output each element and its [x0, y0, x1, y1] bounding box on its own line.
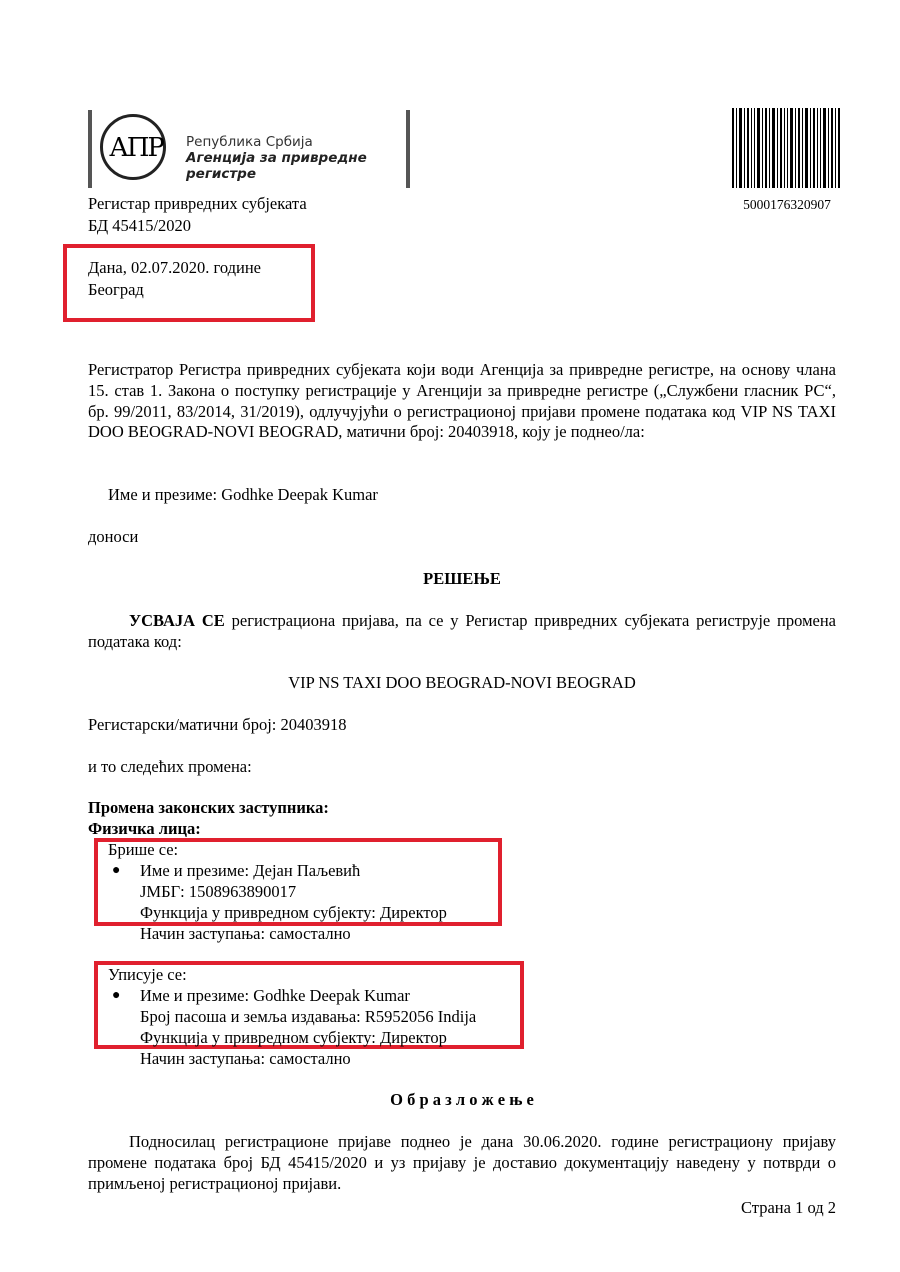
reasoning-paragraph: Подносилац регистрационе пријаве поднео је дана 30.06.2020. године регистрациону пријаву промене података број БД 45415/2020 и уз пријаву је доставио документацију наведену у потврди о примљеној регистрационој пријави.	[88, 1132, 836, 1193]
date-line: Дана, 02.07.2020. године	[88, 258, 261, 277]
company-name: VIP NS TAXI DOO BEOGRAD-NOVI BEOGRAD	[288, 673, 636, 692]
logo-left-bar	[88, 110, 92, 188]
registration-number: Регистарски/матични број: 20403918	[88, 715, 347, 734]
removed-label: Брише се:	[108, 840, 179, 859]
logo-letters: АПР	[109, 133, 163, 163]
accepts-bold: УСВАЈА СЕ	[129, 611, 225, 630]
apr-logo	[88, 110, 410, 188]
accepts-paragraph	[88, 611, 836, 653]
removed-name: Име и презиме: Дејан Паљевић	[140, 861, 361, 880]
added-name: Име и презиме: Godhke Deepak Kumar	[140, 986, 410, 1005]
case-number: БД 45415/2020	[88, 216, 192, 235]
reasoning-title: О б р а з л о ж е њ е	[390, 1090, 534, 1109]
added-passport: Број пасоша и земља издавања: R5952056 Indija	[140, 1007, 477, 1026]
added-label: Уписује се:	[108, 965, 187, 984]
removed-jmbg: ЈМБГ: 1508963890017	[140, 882, 297, 901]
logo-republic-text: Република Србија	[186, 134, 313, 150]
brings-text: доноси	[88, 527, 139, 546]
city: Београд	[88, 280, 144, 299]
applicant-name: Име и презиме: Godhke Deepak Kumar	[108, 485, 378, 504]
removed-function: Функција у привредном субјекту: Директор	[140, 903, 447, 922]
barcode-number: 5000176320907	[743, 197, 831, 212]
added-bullet: ●	[112, 988, 121, 1003]
logo-agency-text: Агенција за привредне регистре	[186, 150, 367, 182]
barcode	[732, 108, 842, 188]
section-title: Промена законских заступника:	[88, 798, 329, 817]
logo-emblem	[100, 114, 166, 180]
section-subtitle: Физичка лица:	[88, 819, 201, 838]
accepts-rest: регистрациона пријава, па се у Регистар привредних субјеката региструје промена података код:	[88, 611, 836, 651]
added-representation: Начин заступања: самостално	[140, 1049, 351, 1068]
page-number: Страна 1 од 2	[741, 1198, 836, 1217]
added-function: Функција у привредном субјекту: Директор	[140, 1028, 447, 1047]
decision-title: РЕШЕЊЕ	[423, 569, 501, 588]
changes-intro: и то следећих промена:	[88, 757, 252, 776]
register-name: Регистар привредних субјеката	[88, 194, 307, 213]
removed-representation: Начин заступања: самостално	[140, 924, 351, 943]
intro-paragraph: Регистратор Регистра привредних субјеката који води Агенција за привредне регистре, на основу члана 15. став 1. Закона о поступку регистрације у Агенцији за привредне регистре („Службени гласник РС“, бр. 99/2011, 83/2014, 31/2019), одлучујући о регистрационој пријави промене података код VIP NS TAXI DOO BEOGRAD-NOVI BEOGRAD, матични број: 20403918, коју је поднео/ла:	[88, 360, 836, 442]
removed-bullet: ●	[112, 863, 121, 878]
